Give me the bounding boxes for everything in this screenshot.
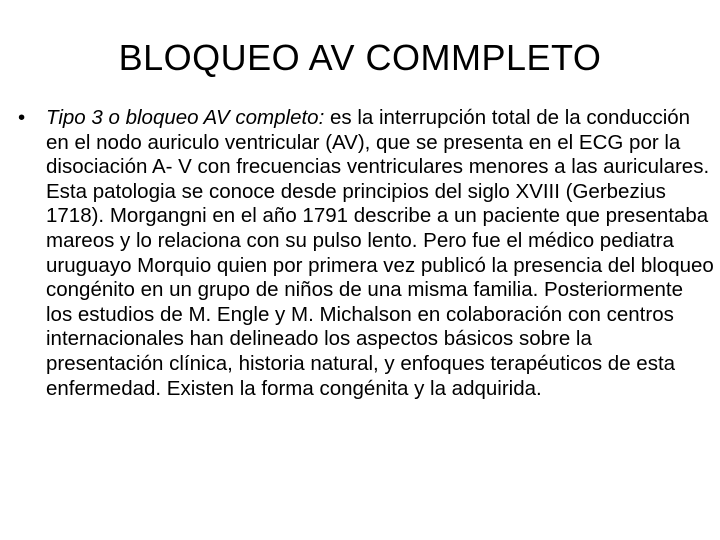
slide-title: BLOQUEO AV COMMPLETO [118, 37, 602, 78]
bullet-text: es la interrupción total de la conducción en el nodo auriculo ventricular (AV), que se presenta en el ECG por la disociación A- V con frecuencias ventriculares menores a las auriculares. Esta patologia se conoce desde principios del siglo XVIII (Gerbezius 1718). Morgangni en el año 1791 describe a un paciente que presentaba mareos y lo relaciona con su pulso lento. Pero fue el médico pediatra uruguayo Morquio quien por primera vez publicó la presencia del bloqueo congénito en un grupo de niños de una misma familia. Posteriormente los estudios de M. Engle y M. Michalson en colaboración con centros internacionales han delineado los aspectos básicos sobre la presentación clínica, historia natural, y enfoques terapéuticos de esta enfermedad. Existen la forma congénita y la adquirida. [46, 106, 714, 400]
bullet-list [18, 106, 714, 401]
bullet-item [18, 106, 714, 401]
bullet-icon: • [18, 106, 26, 129]
bullet-term: Tipo 3 o bloqueo AV completo: [46, 106, 325, 129]
